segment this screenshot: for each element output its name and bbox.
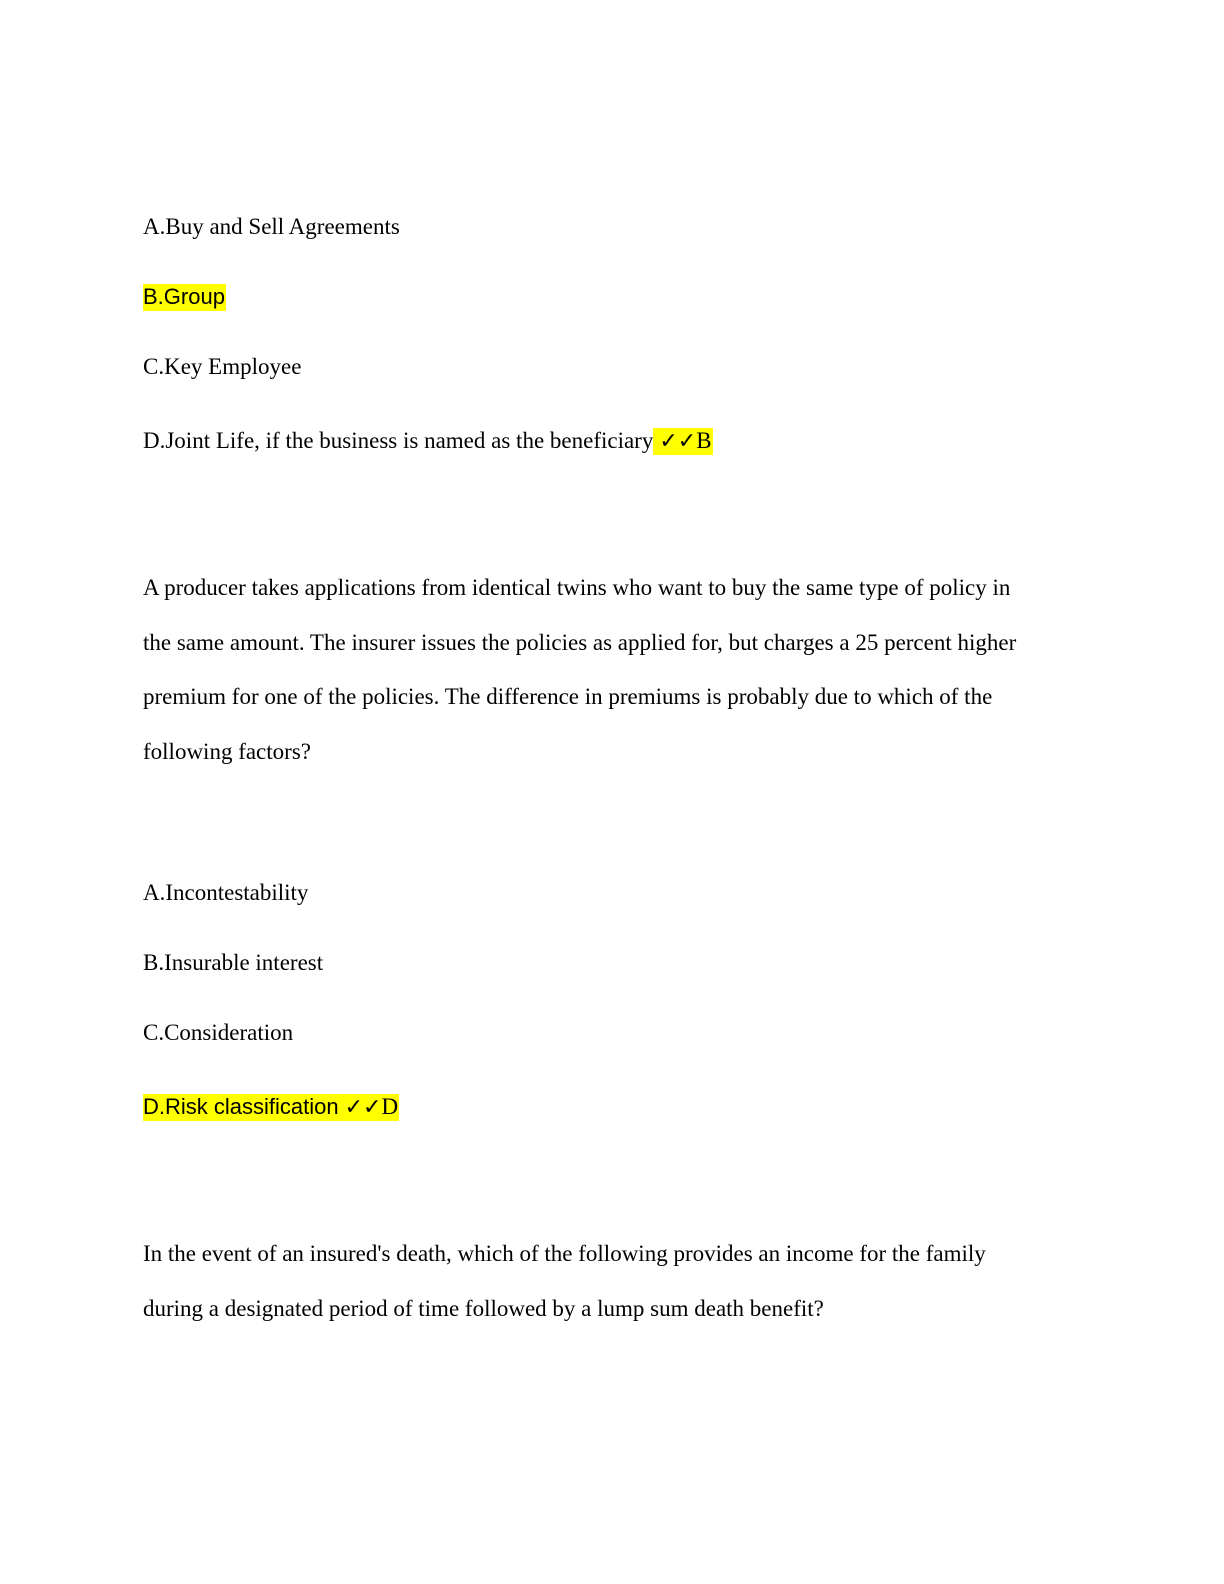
q2-line: premium for one of the policies. The difference in premiums is probably due to which of the	[143, 684, 993, 709]
q2-option-b	[143, 947, 323, 979]
q2-option-c-text: C.Consideration	[143, 1020, 294, 1045]
double-check-icon: ✓✓	[659, 429, 697, 454]
q1-option-c-text: C.Key Employee	[143, 354, 302, 379]
q2-option-a-text: A.Incontestability	[143, 880, 309, 905]
q1-option-d	[143, 425, 713, 458]
q2-option-d	[143, 1091, 399, 1124]
q3-line: In the event of an insured's death, which of the following provides an income for the family	[143, 1241, 986, 1266]
q2-answer-letter: D	[381, 1094, 399, 1119]
q1-answer-letter: B	[696, 428, 712, 453]
q1-option-b-text-highlighted: B.Group	[143, 284, 225, 309]
q2-option-a	[143, 877, 308, 909]
q1-option-a-text: A.Buy and Sell Agreements	[143, 214, 400, 239]
q1-option-a	[143, 211, 400, 243]
q2-question-text	[143, 572, 1083, 790]
q3-line: during a designated period of time followed by a lump sum death benefit?	[143, 1295, 824, 1321]
q2-option-b-text: B.Insurable interest	[143, 950, 324, 975]
q2-line: the same amount. The insurer issues the policies as applied for, but charges a 25 percent higher	[143, 629, 1017, 655]
q2-line: following factors?	[143, 738, 311, 764]
q1-option-d-text: D.Joint Life, if the business is named as the beneficiary	[143, 428, 654, 453]
q1-answer-marker	[653, 428, 712, 455]
q2-option-d-text: D.Risk classification	[143, 1094, 339, 1119]
q2-line: A producer takes applications from identical twins who want to buy the same type of policy in	[143, 575, 1011, 600]
q2-option-d-highlighted	[143, 1094, 399, 1121]
double-check-icon: ✓✓	[344, 1095, 382, 1120]
q1-option-b	[143, 281, 226, 313]
q2-option-c	[143, 1017, 293, 1049]
q1-option-c	[143, 351, 301, 383]
q3-question-text	[143, 1238, 1083, 1347]
